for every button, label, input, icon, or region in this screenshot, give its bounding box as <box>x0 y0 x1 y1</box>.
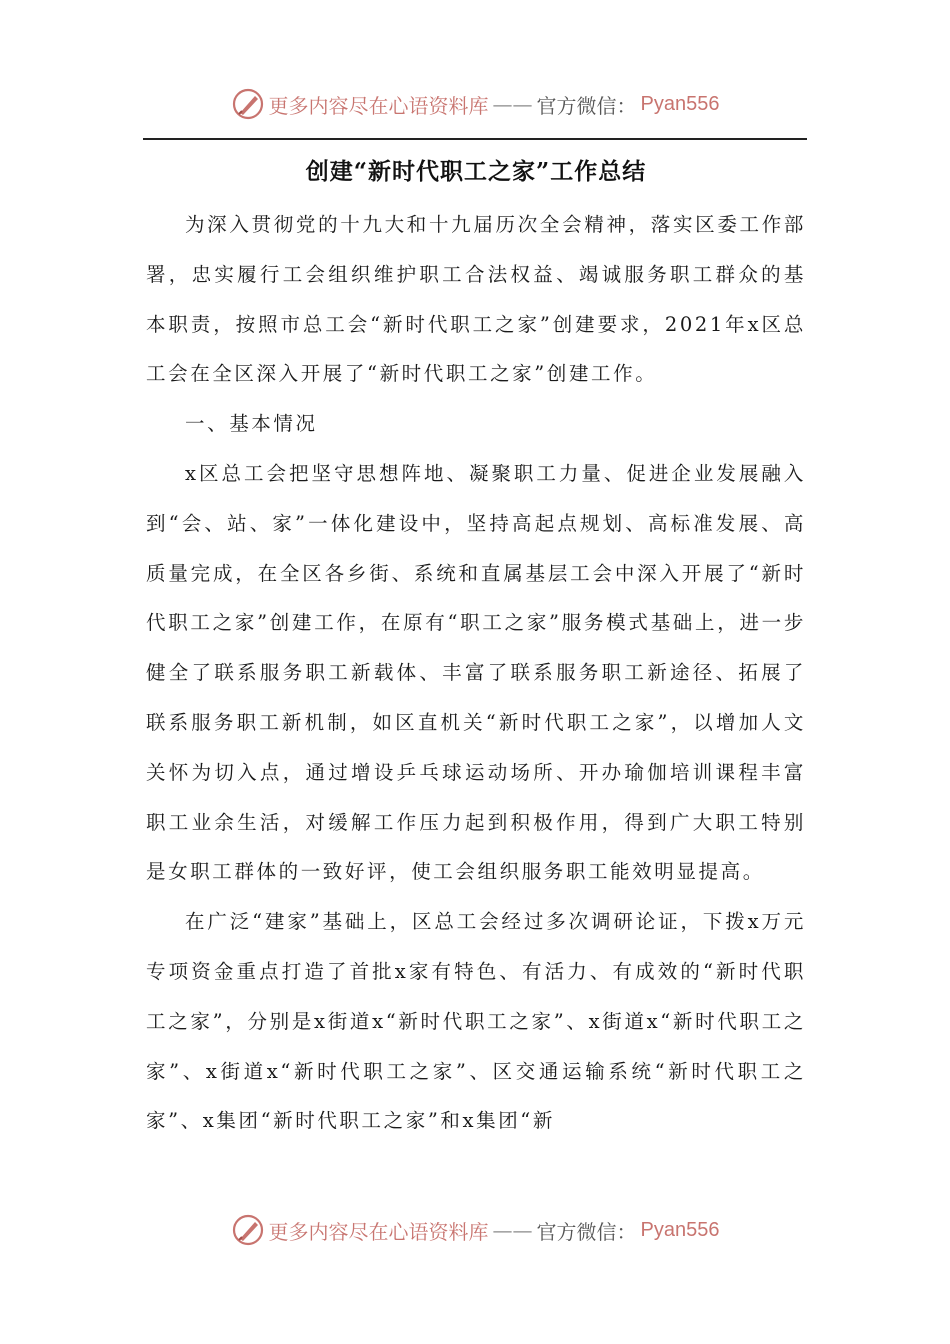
paragraph-basic-situation: x区总工会把坚守思想阵地、凝聚职工力量、促进企业发展融入到“会、站、家”一体化建设中，坚持高起点规划、高标准发展、高质量完成，在全区各乡街、系统和直属基层工会中深入开展了“新时代职工之家”创建工作，在原有“职工之家”服务模式基础上，进一步健全了联系服务职工新载体、丰富了联系服务职工新途径、拓展了联系服务职工新机制，如区直机关“新时代职工之家”，以增加人文关怀为切入点，通过增设乒乓球运动场所、开办瑜伽培训课程丰富职工业余生活，对缓解工作压力起到积极作用，得到广大职工特别是女职工群体的一致好评，使工会组织服务职工能效明显提高。 <box>146 461 806 884</box>
header-divider <box>143 138 807 140</box>
paragraph-intro: 为深入贯彻党的十九大和十九届历次全会精神，落实区委工作部署，忠实履行工会组织维护职工合法权益、竭诚服务职工群众的基本职责，按照市总工会“新时代职工之家”创建要求，2021年x区总工会在全区深入开展了“新时代职工之家”创建工作。 <box>146 213 806 386</box>
watermark-wechat-label: 官方微信： <box>536 1219 637 1244</box>
watermark-slogan: 更多内容尽在心语资料库 <box>268 93 489 118</box>
document-body <box>146 150 806 1146</box>
watermark-dash: —— <box>492 1218 533 1242</box>
watermark-wechat-id: Pyan556 <box>640 1218 720 1241</box>
section-heading-basic-situation: 一、基本情况 <box>185 412 318 436</box>
watermark-slogan: 更多内容尽在心语资料库 <box>268 1219 489 1244</box>
watermark-wechat-label: 官方微信： <box>536 93 637 118</box>
header-watermark <box>0 82 950 126</box>
paragraph-special-funds: 在广泛“建家”基础上，区总工会经过多次调研论证，下拨x万元专项资金重点打造了首批x家有特色、有活力、有成效的“新时代职工之家”，分别是x街道x“新时代职工之家”、x街道x“新时代职工之家”、x街道x“新时代职工之家”、区交通运输系统“新时代职工之家”、x集团“新时代职工之家”和x集团“新 <box>146 910 806 1133</box>
footer-watermark <box>0 1208 950 1252</box>
watermark-dash: —— <box>492 92 533 116</box>
quill-pen-logo-icon <box>231 1213 265 1247</box>
document-title: 创建“新时代职工之家”工作总结 <box>305 158 647 185</box>
document-paragraphs <box>146 200 806 1146</box>
watermark-wechat-id: Pyan556 <box>640 92 720 115</box>
quill-pen-logo-icon <box>231 87 265 121</box>
